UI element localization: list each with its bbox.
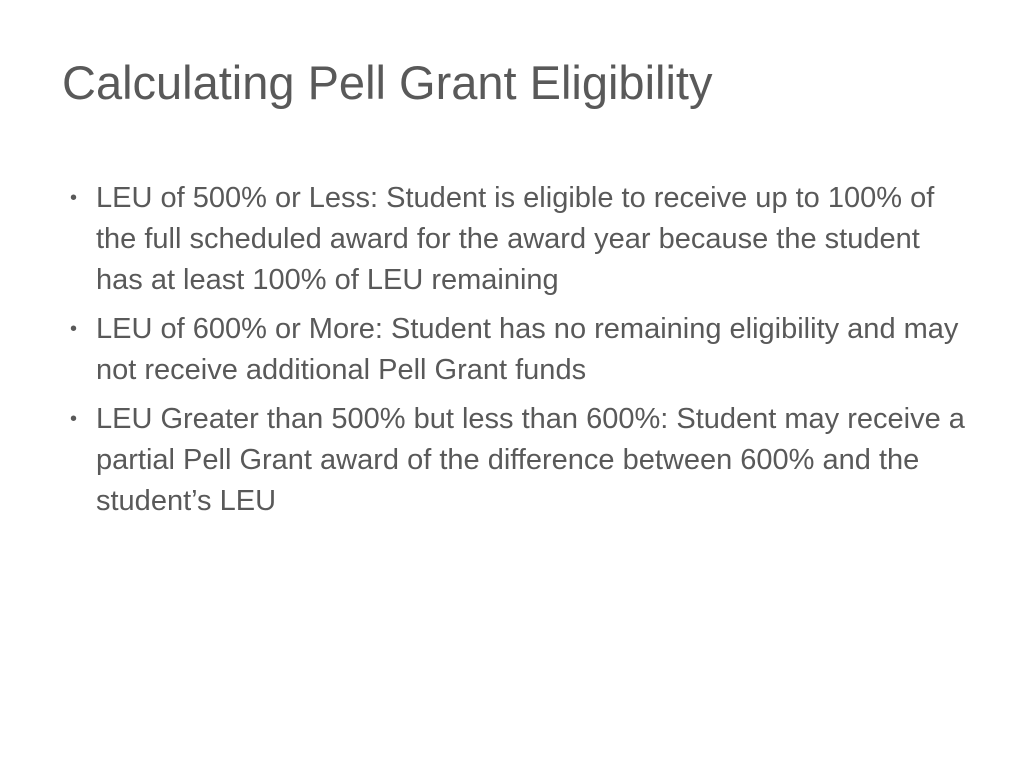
bullet-text: LEU of 500% or Less: Student is eligible to receive up to 100% of the full scheduled award for the award year because the student has at least 100% of LEU remaining	[96, 182, 935, 296]
slide-title: Calculating Pell Grant Eligibility	[62, 56, 713, 109]
bullet-item	[70, 399, 970, 522]
bullet-text: LEU of 600% or More: Student has no remaining eligibility and may not receive additional Pell Grant funds	[96, 313, 959, 386]
bullet-text: LEU Greater than 500% but less than 600%: Student may receive a partial Pell Grant award of the difference between 600% and the student’s LEU	[96, 403, 965, 517]
bullet-item	[70, 309, 970, 391]
bullet-item	[70, 178, 970, 301]
bullet-list	[70, 178, 970, 530]
bullet-marker: •	[70, 187, 78, 209]
bullet-marker: •	[70, 408, 78, 430]
bullet-marker: •	[70, 318, 78, 340]
